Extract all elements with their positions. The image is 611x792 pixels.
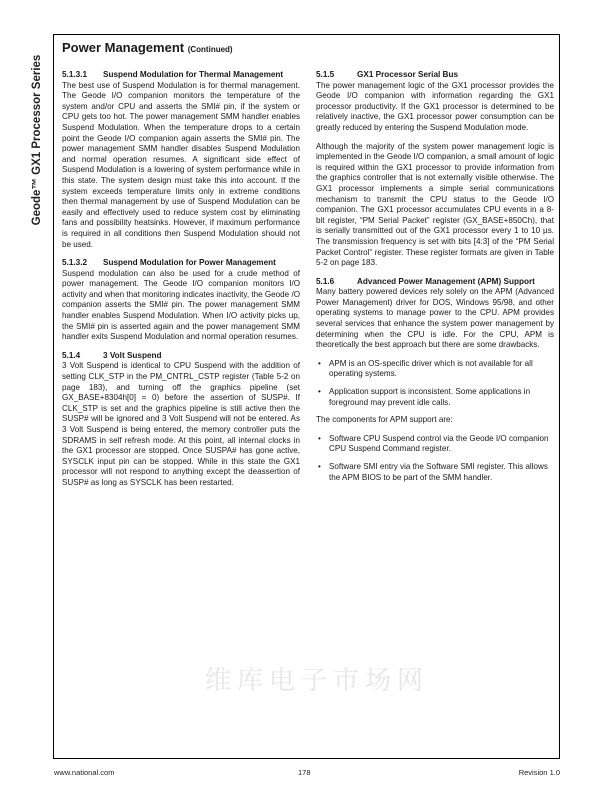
title-continued: (Continued)	[187, 45, 233, 54]
section-title: 3 Volt Suspend	[103, 350, 162, 360]
footer-page-number: 178	[298, 768, 311, 777]
list-item: • Application support is inconsistent. Some applications in foreground may prevent idle calls.	[316, 387, 554, 408]
title-text: Power Management	[62, 40, 185, 55]
list-item: • Software SMI entry via the Software SMI register. This allows the APM BIOS to be part of the SMM handler.	[316, 462, 554, 483]
section-title: Advanced Power Management (APM) Support	[357, 276, 535, 286]
section-heading	[62, 351, 300, 362]
page-title	[62, 40, 233, 55]
components-list	[316, 434, 554, 483]
section-number: 5.1.5	[316, 70, 335, 79]
paragraph: The best use of Suspend Modulation is for thermal management. The Geode I/O companion monitors the temperature of the system and/or CPU and asserts the SMI# pin, if the system or CPU gets too hot. The power management SMM handler enables Suspend Modulation. When the temperature drops to a certain point the Geode I/O companion again asserts the SMI# pin. The power management SMM handler disables Suspend Modulation and normal operation resumes. A significant side effect of Suspend Modulation is a lowering of system performance while in this state. The system design must take this into account. If the system exceeds temperature limits only in extreme conditions then thermal management by use of Suspend Modulation can be easily and effectively used to reduce system cost by eliminating fans and possibility heatsinks. However, if maximum performance is required in all conditions then Suspend Modulation should not be used.	[62, 80, 300, 249]
section-number: 5.1.4	[62, 350, 81, 360]
paragraph: Suspend modulation can also be used for a crude method of power management. The Geode I/O companion monitors I/O activity and when that monitoring indicates inactivity, the Geode /O companion asserts the SMI# pin. The power management SMM handler enables Suspend Modulation. When I/O activity picks up, the SMI# pin is asserted again and the power management SMM handler exits Suspend Modulation and normal operation resumes.	[62, 268, 300, 342]
footer-revision: Revision 1.0	[518, 768, 560, 777]
section-number: 5.1.3.1	[62, 70, 88, 79]
paragraph: 3 Volt Suspend is identical to CPU Suspend with the addition of setting CLK_STP in the PM_CNTRL_CSTP register (Table 5-2 on page 183), and turning off the graphics pipeline (set GX_BASE+8304h[0] = 0) before the assertion of SUSP#. If CLK_STP is set and the graphics pipeline is still active then the SUSP# will be ignored and 3 Volt Suspend will not be entered. As 3 Volt Suspend is being entered, the memory controller puts the SDRAMS in self refresh mode. At this point, all internal clocks in the GX1 processor are stopped. Once SUSPA# has gone active, SYSCLK input pin can be stopped. While in this state the GX1 processor will not respond to anything except the deassertion of SUSP# as long as SYSCLK has been restarted.	[62, 361, 300, 487]
left-column	[62, 70, 300, 497]
list-item: • Software CPU Suspend control via the Geode I/O companion CPU Suspend Command register.	[316, 434, 554, 455]
list-item: • APM is an OS-specific driver which is not available for all operating systems.	[316, 359, 554, 380]
section-number: 5.1.3.2	[62, 258, 88, 268]
paragraph: The power management logic of the GX1 processor provides the Geode I/O companion with information regarding the GX1 processor productivity. If the GX1 processor is determined to be relatively inactive, the GX1 processor power consumption can be greatly reduced by entering the Suspend Modulation mode.	[316, 80, 554, 132]
section-number: 5.1.6	[316, 276, 335, 286]
section-title: Suspend Modulation for Power Management	[103, 258, 276, 268]
drawbacks-list	[316, 359, 554, 408]
watermark: 维库电子市场网	[205, 665, 430, 695]
section-heading	[316, 277, 554, 288]
paragraph: Although the majority of the system power management logic is implemented in the Geode I/O companion, a small amount of logic is required within the GX1 processor to provide information from the graphics controller that is not externally visible otherwise. The GX1 processor implements a simple serial communications mechanism to transmit the CPU status to the Geode I/O companion. The GX1 processor accumulates CPU events in a 8-bit register, “PM Serial Packet” register (GX_BASE+850Ch), that is serially transmitted out of the GX1 processor every 1 to 10 µs. The transmission frequency is set with bits [4:3] of the “PM Serial Packet Control” register. These register formats are given in Table 5-2 on page 183.	[316, 141, 554, 268]
section-title: GX1 Processor Serial Bus	[357, 70, 459, 79]
paragraph: Many battery powered devices rely solely on the APM (Advanced Power Management) driver for DOS, Windows 95/98, and other operating systems to manage power to the CPU. APM provides several services that enhance the system power management by determining when the CPU is idle. For the CPU, APM is theoretically the best approach but there are some drawbacks.	[316, 287, 554, 350]
section-heading	[62, 70, 300, 81]
footer-website: www.national.com	[54, 768, 115, 777]
right-column	[316, 70, 554, 490]
section-heading	[316, 70, 554, 81]
side-series-label: Geode™ GX1 Processor Series	[31, 54, 43, 226]
section-title: Suspend Modulation for Thermal Management	[103, 70, 284, 79]
paragraph: The components for APM support are:	[316, 415, 453, 425]
section-heading	[62, 258, 300, 269]
